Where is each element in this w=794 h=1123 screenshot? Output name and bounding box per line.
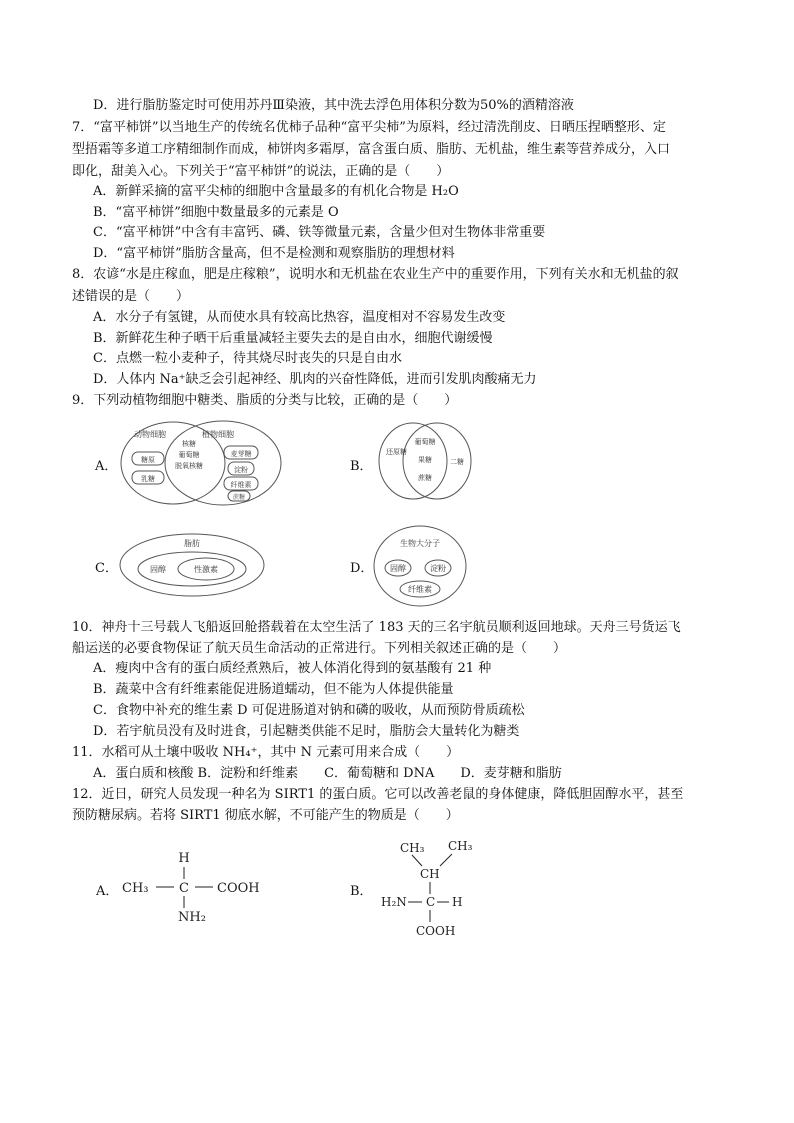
q12-label-b: B．: [350, 884, 373, 899]
q9-diagram-a: [120, 418, 285, 506]
q9d-inner-2: 淀粉: [430, 564, 446, 573]
q7-option-d: D．“富平柿饼”脂肪含量高，但不是检测和观察脂肪的理想材料: [93, 246, 455, 261]
q11-options: A．蛋白质和核酸 B．淀粉和纤维素 C．葡萄糖和 DNA D．麦芽糖和脂肪: [93, 766, 562, 781]
q7-stem-line3: 即化，甜美入心。下列关于“富平柿饼”的说法，正确的是（ ）: [72, 164, 450, 179]
q9c-inner-1: 固醇: [150, 565, 166, 574]
q12b-cooh: COOH: [416, 924, 456, 938]
q11-stem: 11．水稻可从土壤中吸收 NH₄⁺，其中 N 元素可用来合成（ ）: [72, 745, 460, 760]
q9-label-b: B．: [350, 459, 373, 474]
q7-option-b: B．“富平柿饼”细胞中数量最多的元素是 O: [93, 205, 339, 220]
q10-option-d: D．若宇航员没有及时进食，引起糖类供能不足时，脂肪会大量转化为糖类: [93, 724, 520, 739]
q9b-mid-1: 葡萄糖: [414, 438, 436, 446]
q10-stem-line2: 船运送的必要食物保证了航天员生命活动的正常进行。下列相关叙述正确的是（ ）: [72, 641, 567, 656]
q7-stem-line1: 7．“富平柿饼”以当地生产的传统名优柿子品种“富平尖柿”为原料，经过清洗削皮、日晒压捏晒整形、定: [72, 120, 666, 135]
q9a-right-item-4: 蔗糖: [232, 494, 246, 501]
q9b-right: 二糖: [450, 458, 464, 466]
q12-structure-b: [378, 836, 488, 942]
q9d-outer: 生物大分子: [400, 539, 440, 548]
q8-option-a: A．水分子有氢键，从而使水具有较高比热容，温度相对不容易发生改变: [93, 310, 506, 325]
q12-label-a: A．: [96, 884, 119, 899]
q9d-inner-1: 固醇: [390, 564, 406, 573]
q10-option-b: B．蔬菜中含有纤维素能促进肠道蠕动，但不能为人体提供能量: [93, 682, 454, 697]
q9b-mid-3: 蔗糖: [418, 474, 432, 482]
q9b-left-1: 还原糖: [386, 448, 407, 456]
q8-stem-line2: 述错误的是（ ）: [72, 289, 190, 304]
q10-stem-line1: 10．神舟十三号载人飞船返回舱搭载着在太空生活了 183 天的三名宇航员顺利返回地球。天舟三号货运飞: [72, 620, 681, 635]
q9a-mid-item-3: 脱氧核糖: [175, 462, 203, 470]
q12b-ch: CH: [420, 867, 440, 881]
q8-option-d: D．人体内 Na⁺缺乏会引起神经、肌肉的兴奋性降低，进而引发肌肉酸痛无力: [93, 372, 537, 387]
q12a-left: CH₃: [122, 881, 149, 896]
q10-option-c: C．食物中补充的维生素 D 可促进肠道对钠和磷的吸收，从而预防骨质疏松: [93, 703, 525, 718]
q9-diagram-b: [375, 420, 475, 502]
q12a-center: C: [179, 881, 189, 896]
q9a-right-item-1: 麦芽糖: [230, 450, 252, 458]
q12a-top: H: [178, 851, 190, 866]
q9a-right-item-3: 纤维素: [230, 481, 252, 489]
q12-structure-a: [122, 850, 272, 924]
q9-stem: 9．下列动植物细胞中糖类、脂质的分类与比较，正确的是（ ）: [72, 393, 458, 408]
q9-diagram-d: [372, 524, 472, 608]
q7-option-a: A．新鲜采摘的富平尖柿的细胞中含量最多的有机化合物是 H₂O: [93, 184, 459, 199]
q12a-right: COOH: [217, 881, 260, 896]
q12b-ch3-right: CH₃: [448, 839, 473, 853]
q9c-inner-2: 性激素: [194, 565, 218, 574]
q7-option-c: C．“富平柿饼”中含有丰富钙、磷、铁等微量元素，含量少但对生物体非常重要: [93, 225, 546, 240]
q9b-mid-2: 果糖: [418, 456, 432, 464]
q9a-right-item-2: 淀粉: [234, 466, 248, 474]
q9c-outer: 脂肪: [184, 539, 200, 548]
q12a-bottom: NH₂: [178, 910, 206, 925]
q9a-left-item-2: 乳糖: [141, 475, 155, 483]
q9-label-a: A．: [95, 459, 118, 474]
q12b-ch3-left: CH₃: [400, 841, 425, 855]
q9d-inner-3: 纤维素: [408, 585, 432, 594]
q6-option-d: D．进行脂肪鉴定时可使用苏丹Ⅲ染液，其中洗去浮色用体积分数为50%的酒精溶液: [93, 98, 574, 113]
q12b-nh2: H₂N: [381, 895, 407, 909]
q9-label-c: C．: [95, 561, 118, 576]
q10-option-a: A．瘦肉中含有的蛋白质经煮熟后，被人体消化得到的氨基酸有 21 种: [93, 661, 492, 676]
q9-label-d: D．: [350, 561, 374, 576]
q8-option-b: B．新鲜花生种子晒干后重量减轻主要失去的是自由水，细胞代谢缓慢: [93, 331, 493, 346]
q8-option-c: C．点燃一粒小麦种子，待其烧尽时丧失的只是自由水: [93, 351, 402, 366]
q9a-mid-item-2: 葡萄糖: [178, 451, 200, 459]
q8-stem-line1: 8．农谚“水是庄稼血，肥是庄稼粮”，说明水和无机盐在农业生产中的重要作用，下列有关水和无机盐的叙: [72, 267, 679, 282]
q9a-right-title: 植物细胞: [202, 430, 234, 439]
q9a-left-title: 动物细胞: [134, 430, 166, 439]
q9-diagram-c: [118, 528, 270, 598]
q12-stem-line1: 12．近日，研究人员发现一种名为 SIRT1 的蛋白质。它可以改善老鼠的身体健康，降低胆固醇水平，甚至: [72, 787, 684, 802]
q12-stem-line2: 预防糖尿病。若将 SIRT1 彻底水解，不可能产生的物质是（ ）: [72, 808, 459, 823]
q7-stem-line2: 型捂霜等多道工序精细制作而成，柿饼肉多霜厚，富含蛋白质、脂肪、无机盐，维生素等营养成分，入口: [72, 142, 671, 157]
q9a-left-item-1: 糖原: [141, 456, 155, 464]
q12b-h: H: [452, 895, 463, 909]
q12b-c: C: [426, 895, 436, 909]
q9a-mid-item-1: 核糖: [182, 440, 196, 448]
